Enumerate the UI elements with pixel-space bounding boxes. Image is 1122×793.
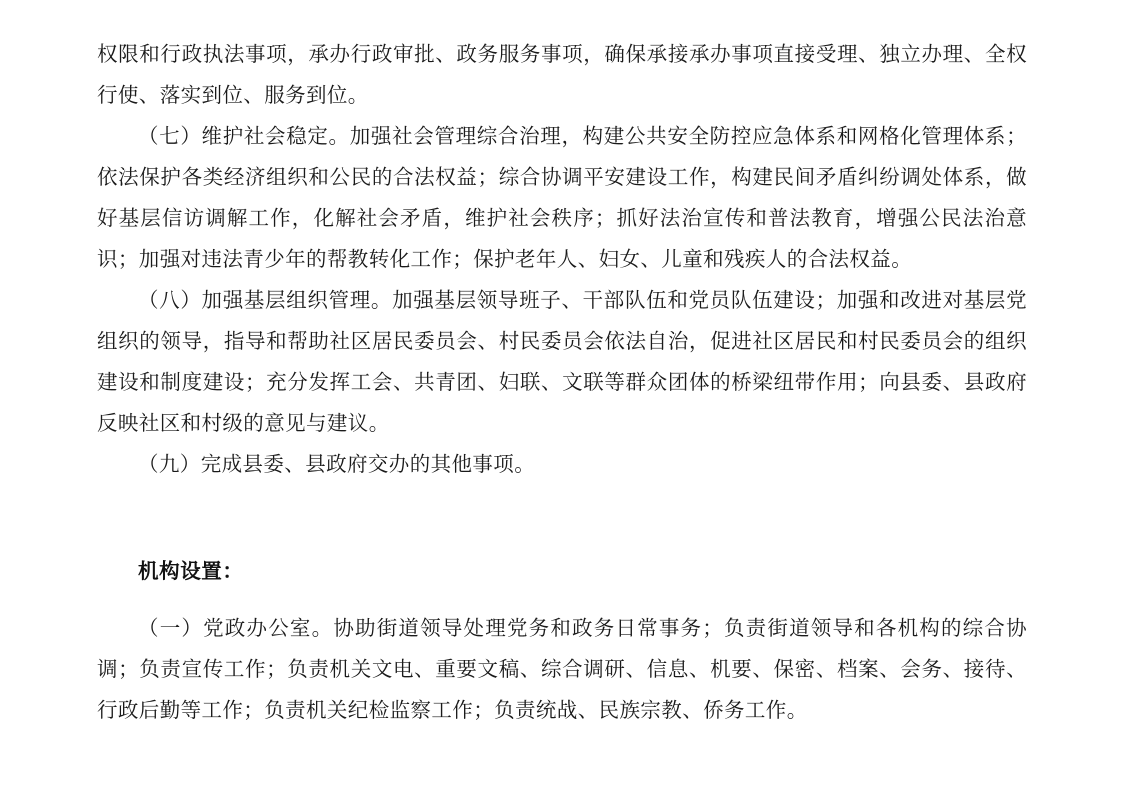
paragraph-item-7: （七）维护社会稳定。加强社会管理综合治理，构建公共安全防控应急体系和网格化管理体系；依法保护各类经济组织和公民的合法权益；综合协调平安建设工作，构建民间矛盾纠纷调处体系，做好基层信访调解工作，化解社会矛盾，维护社会秩序；抓好法治宣传和普法教育，增强公民法治意识；加强对违法青少年的帮教转化工作；保护老年人、妇女、儿童和残疾人的合法权益。 <box>97 124 1027 271</box>
section-heading-organization-setup: 机构设置： <box>138 559 244 583</box>
paragraph-item-9: （九）完成县委、县政府交办的其他事项。 <box>138 452 536 476</box>
document-body <box>97 34 1027 731</box>
paragraph-org-1: （一）党政办公室。协助街道领导处理党务和政务日常事务；负责街道领导和各机构的综合协调；负责宣传工作；负责机关文电、重要文稿、综合调研、信息、机要、保密、档案、会务、接待、行政后勤等工作；负责机关纪检监察工作；负责统战、民族宗教、侨务工作。 <box>97 616 1027 722</box>
paragraph-item-8: （八）加强基层组织管理。加强基层领导班子、干部队伍和党员队伍建设；加强和改进对基层党组织的领导，指导和帮助社区居民委员会、村民委员会依法自治，促进社区居民和村民委员会的组织建设和制度建设；充分发挥工会、共青团、妇联、文联等群众团体的桥梁纽带作用；向县委、县政府反映社区和村级的意见与建议。 <box>97 288 1027 435</box>
paragraph-continued-duties: 权限和行政执法事项，承办行政审批、政务服务事项，确保承接承办事项直接受理、独立办理、全权行使、落实到位、服务到位。 <box>97 42 1027 107</box>
